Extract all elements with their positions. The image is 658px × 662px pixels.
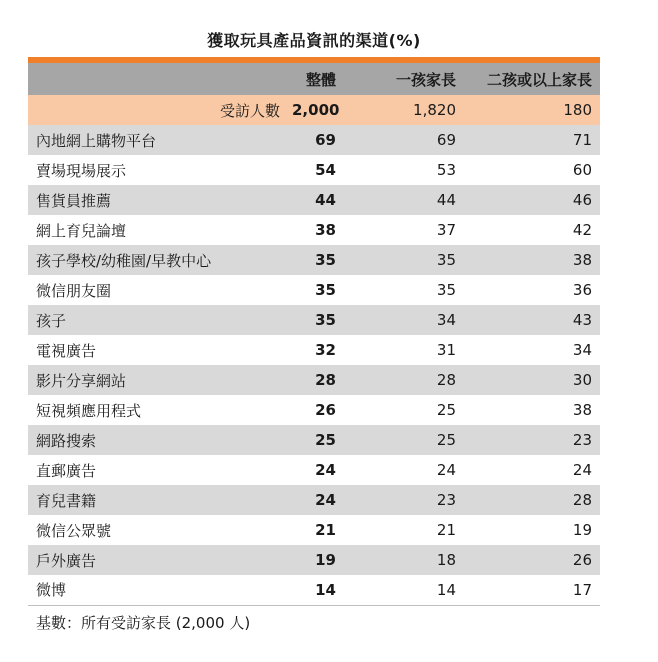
row-label: 育兒書籍 — [36, 491, 97, 510]
table-row — [28, 215, 600, 245]
footnote: 基數：所有受訪家長 (2,000 人) — [36, 614, 251, 632]
row-total: 35 — [315, 281, 336, 299]
row-total: 32 — [315, 341, 336, 359]
row-two-plus: 19 — [572, 521, 592, 539]
row-two-plus: 46 — [572, 191, 592, 209]
row-label: 微信朋友圈 — [36, 281, 112, 300]
respondents-one-child: 1,820 — [413, 101, 456, 119]
row-one-child: 25 — [436, 401, 456, 419]
table-row — [28, 335, 600, 365]
table-title: 獲取玩具產品資訊的渠道(%) — [207, 31, 421, 50]
header-total: 整體 — [305, 70, 336, 89]
survey-table — [28, 63, 600, 606]
respondents-two-plus: 180 — [563, 101, 592, 119]
row-one-child: 24 — [436, 461, 456, 479]
row-label: 微信公眾號 — [36, 521, 112, 540]
row-one-child: 31 — [436, 341, 456, 359]
row-total: 54 — [315, 161, 336, 179]
row-one-child: 21 — [436, 521, 456, 539]
row-one-child: 35 — [436, 251, 456, 269]
respondents-label: 受訪人數 — [219, 101, 280, 120]
row-total: 25 — [315, 431, 336, 449]
table-row — [28, 275, 600, 305]
row-two-plus: 26 — [572, 551, 592, 569]
table-row — [28, 515, 600, 545]
row-total: 38 — [315, 221, 336, 239]
row-two-plus: 24 — [572, 461, 592, 479]
row-two-plus: 38 — [572, 401, 592, 419]
row-label: 網路搜索 — [36, 431, 97, 450]
row-label: 直郵廣告 — [36, 461, 97, 480]
table-row — [28, 365, 600, 395]
row-one-child: 37 — [436, 221, 456, 239]
row-label: 短視頻應用程式 — [36, 401, 142, 420]
table-row — [28, 425, 600, 455]
row-label: 網上育兒論壇 — [36, 221, 127, 240]
row-two-plus: 28 — [572, 491, 592, 509]
row-total: 69 — [315, 131, 336, 149]
table-row — [28, 305, 600, 335]
table-row — [28, 155, 600, 185]
table-row — [28, 545, 600, 575]
row-two-plus: 71 — [572, 131, 592, 149]
table-row — [28, 455, 600, 485]
row-label: 內地網上購物平台 — [36, 131, 157, 150]
row-two-plus: 43 — [572, 311, 592, 329]
table-row — [28, 575, 600, 605]
row-label: 賣場現場展示 — [36, 161, 127, 180]
table-row — [28, 125, 600, 155]
row-two-plus: 38 — [572, 251, 592, 269]
header-label-cell — [28, 63, 284, 95]
row-total: 35 — [315, 251, 336, 269]
table-row — [28, 485, 600, 515]
row-label: 戶外廣告 — [36, 551, 97, 570]
respondents-total: 2,000 — [292, 101, 340, 119]
row-one-child: 35 — [436, 281, 456, 299]
row-total: 26 — [315, 401, 336, 419]
row-total: 24 — [315, 491, 336, 509]
row-two-plus: 30 — [572, 371, 592, 389]
row-two-plus: 23 — [572, 431, 592, 449]
row-two-plus: 36 — [572, 281, 592, 299]
row-total: 35 — [315, 311, 336, 329]
row-two-plus: 17 — [572, 580, 592, 599]
row-one-child: 14 — [436, 580, 456, 599]
table-row — [28, 245, 600, 275]
row-label: 孩子學校/幼稚園/早教中心 — [36, 251, 212, 270]
header-row — [28, 63, 600, 95]
row-total: 44 — [315, 191, 336, 209]
row-label: 售貨員推薦 — [36, 191, 112, 210]
row-one-child: 34 — [436, 311, 456, 329]
row-one-child: 18 — [436, 551, 456, 569]
row-label: 孩子 — [36, 311, 67, 330]
row-two-plus: 34 — [572, 341, 592, 359]
row-label: 影片分享網站 — [36, 371, 127, 390]
row-one-child: 44 — [436, 191, 456, 209]
row-one-child: 53 — [436, 161, 456, 179]
row-one-child: 69 — [436, 131, 456, 149]
row-label: 電視廣告 — [36, 341, 97, 360]
header-one-child: 一孩家長 — [395, 70, 456, 89]
row-total: 24 — [315, 461, 336, 479]
row-two-plus: 60 — [572, 161, 592, 179]
row-one-child: 23 — [436, 491, 456, 509]
respondents-row — [28, 95, 600, 125]
row-total: 28 — [315, 371, 336, 389]
table-row — [28, 185, 600, 215]
row-total: 21 — [315, 521, 336, 539]
row-two-plus: 42 — [572, 221, 592, 239]
row-one-child: 25 — [436, 431, 456, 449]
header-two-plus: 二孩或以上家長 — [486, 70, 592, 89]
row-total: 19 — [315, 551, 336, 569]
row-total: 14 — [315, 580, 336, 599]
row-label: 微博 — [36, 581, 67, 600]
row-one-child: 28 — [436, 371, 456, 389]
table-row — [28, 395, 600, 425]
